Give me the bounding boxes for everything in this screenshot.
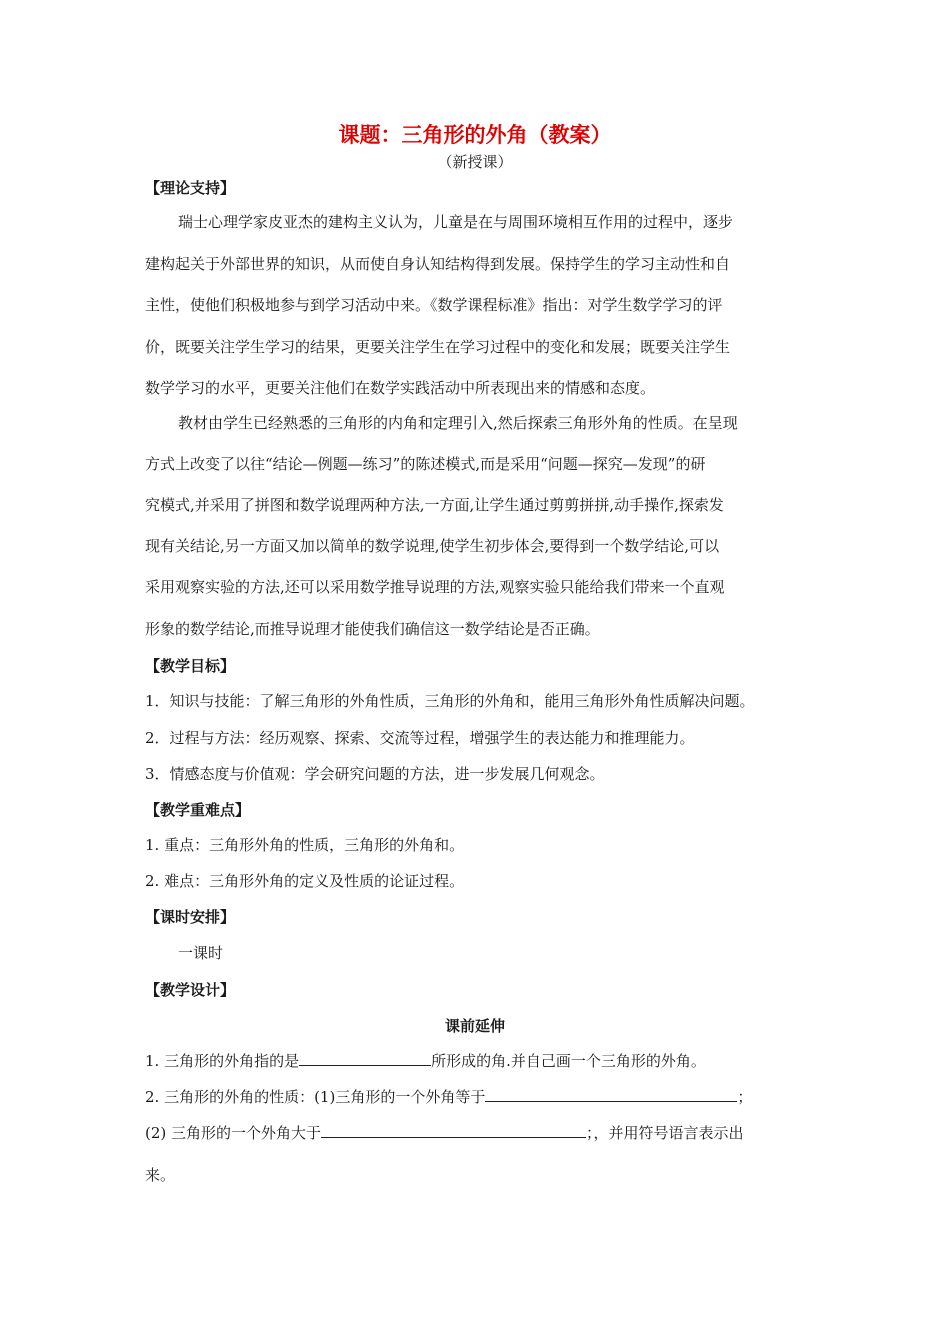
- question-2-suffix: ；: [737, 1088, 753, 1106]
- paragraph-line: 价，既要关注学生学习的结果，更要关注学生在学习过程中的变化和发展；既要关注学生: [145, 338, 731, 356]
- keypoint-item: 2. 难点：三角形外角的定义及性质的论证过程。: [145, 872, 465, 890]
- section-heading-schedule: 【课时安排】: [145, 908, 236, 926]
- document-subtitle: （新授课）: [437, 153, 513, 171]
- document-title: 课题：三角形的外角（教案）: [338, 123, 612, 147]
- question-3: [145, 1122, 744, 1144]
- section-heading-design: 【教学设计】: [145, 981, 236, 999]
- answer-blank[interactable]: [485, 1086, 737, 1102]
- paragraph-line: 教材由学生已经熟悉的三角形的内角和定理引入,然后探索三角形外角的性质。在呈现: [178, 414, 738, 432]
- paragraph-line: 究模式,并采用了拼图和数学说理两种方法,一方面,让学生通过剪剪拼拼,动手操作,探索发: [145, 496, 724, 514]
- paragraph-line: 现有关结论,另一方面又加以简单的数学说理,使学生初步体会,要得到一个数学结论,可以: [145, 537, 720, 555]
- question-2-prefix: 2. 三角形的外角的性质：(1)三角形的一个外角等于: [145, 1088, 486, 1106]
- section-heading-theory: 【理论支持】: [145, 179, 236, 197]
- question-1-prefix: 1. 三角形的外角指的是: [145, 1052, 300, 1070]
- section-heading-keypoints: 【教学重难点】: [145, 801, 251, 819]
- paragraph-line: 采用观察实验的方法,还可以采用数学推导说理的方法,观察实验只能给我们带来一个直观: [145, 578, 725, 596]
- keypoint-item: 1. 重点：三角形外角的性质，三角形的外角和。: [145, 836, 465, 854]
- paragraph-line: 方式上改变了以往“结论—例题—练习”的陈述模式,而是采用“问题—探究—发现”的研: [145, 455, 706, 473]
- question-3-prefix: (2) 三角形的一个外角大于: [145, 1124, 322, 1142]
- paragraph-line: 瑞士心理学家皮亚杰的建构主义认为，儿童是在与周围环境相互作用的过程中，逐步: [178, 213, 734, 231]
- section-heading-goals: 【教学目标】: [145, 657, 236, 675]
- question-1-suffix: 所形成的角.并自己画一个三角形的外角。: [431, 1052, 706, 1070]
- goal-item: 3．情感态度与价值观：学会研究问题的方法，进一步发展几何观念。: [145, 765, 605, 783]
- answer-blank[interactable]: [321, 1122, 586, 1138]
- question-3-continuation: 来。: [145, 1166, 176, 1184]
- question-2: [145, 1086, 752, 1108]
- goal-item: 1．知识与技能：了解三角形的外角性质，三角形的外角和，能用三角形外角性质解决问题。: [145, 692, 755, 710]
- question-3-suffix: ；，并用符号语言表示出: [586, 1124, 744, 1142]
- answer-blank[interactable]: [299, 1050, 431, 1066]
- schedule-text: 一课时: [178, 944, 224, 962]
- design-subheading: 课前延伸: [444, 1017, 505, 1035]
- question-1: [145, 1050, 706, 1072]
- paragraph-line: 数学学习的水平，更要关注他们在数学实践活动中所表现出来的情感和态度。: [145, 379, 656, 397]
- paragraph-line: 形象的数学结论,而推导说理才能使我们确信这一数学结论是否正确。: [145, 620, 600, 638]
- paragraph-line: 主性，使他们积极地参与到学习活动中来。《数学课程标准》指出：对学生数学学习的评: [145, 296, 723, 314]
- goal-item: 2．过程与方法：经历观察、探索、交流等过程，增强学生的表达能力和推理能力。: [145, 729, 695, 747]
- paragraph-line: 建构起关于外部世界的知识，从而使自身认知结构得到发展。保持学生的学习主动性和自: [145, 255, 731, 273]
